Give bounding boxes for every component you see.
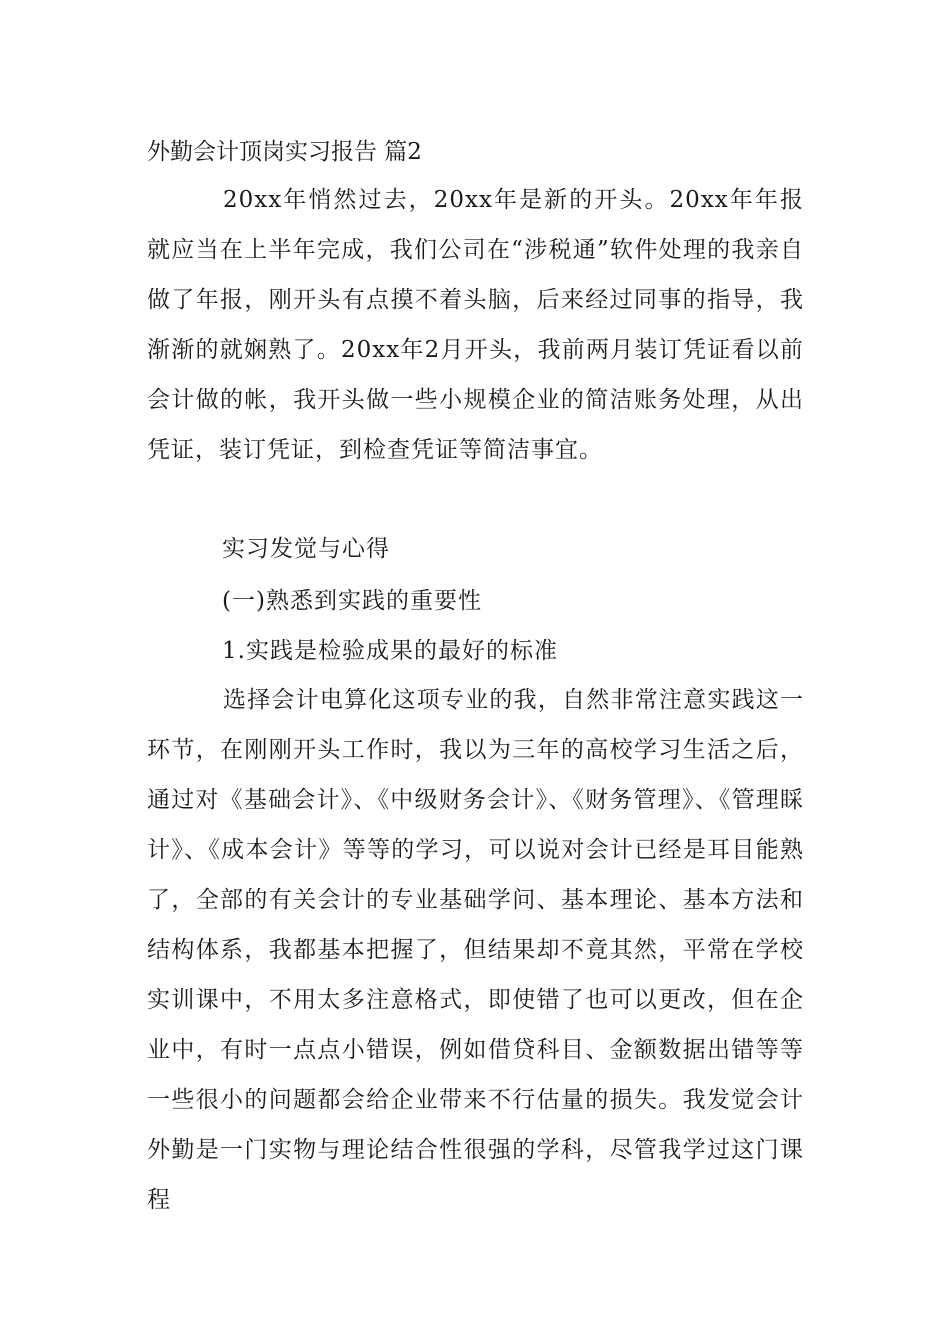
document-title: 外勤会计顶岗实习报告 篇2 [147, 139, 422, 165]
section-heading: 实习发觉与心得 [222, 536, 390, 562]
paragraph-practice [147, 675, 804, 1225]
paragraph-text: 选择会计电算化这项专业的我，自然非常注意实践这一环节，在刚刚开头工作时，我以为三年的高校学习生活之后，通过对《基础会计》、《中级财务会计》、《财务管理》、《管理睬计》、《成本会计》等等的学习，可以说对会计已经是耳目能熟了，全部的有关会计的专业基础学问、基本理论、基本方法和结构体系，我都基本把握了，但结果却不竟其然，平常在学校实训课中，不用太多注意格式，即使错了也可以更改，但在企业中，有时一点点小错误，例如借贷科目、金额数据出错等等一些很小的问题都会给企业带来不行估量的损失。我发觉会计外勤是一门实物与理论结合性很强的学科，尽管我学过这门课程 [147, 687, 804, 1213]
paragraph-text: 20xx年悄然过去，20xx年是新的开头。20xx年年报就应当在上半年完成，我们公司在“涉税通”软件处理的我亲自做了年报，刚开头有点摸不着头脑，后来经过同事的指导，我渐渐的就娴熟了。20xx年2月开头，我前两月装订凭证看以前会计做的帐，我开头做一些小规模企业的简洁账务处理，从出凭证，装订凭证，到检查凭证等简洁事宜。 [147, 187, 804, 463]
subsubsection-heading: 1.实践是检验成果的最好的标准 [222, 638, 558, 664]
subsection-heading: (一)熟悉到实践的重要性 [222, 588, 482, 614]
paragraph-year-summary [147, 175, 804, 525]
